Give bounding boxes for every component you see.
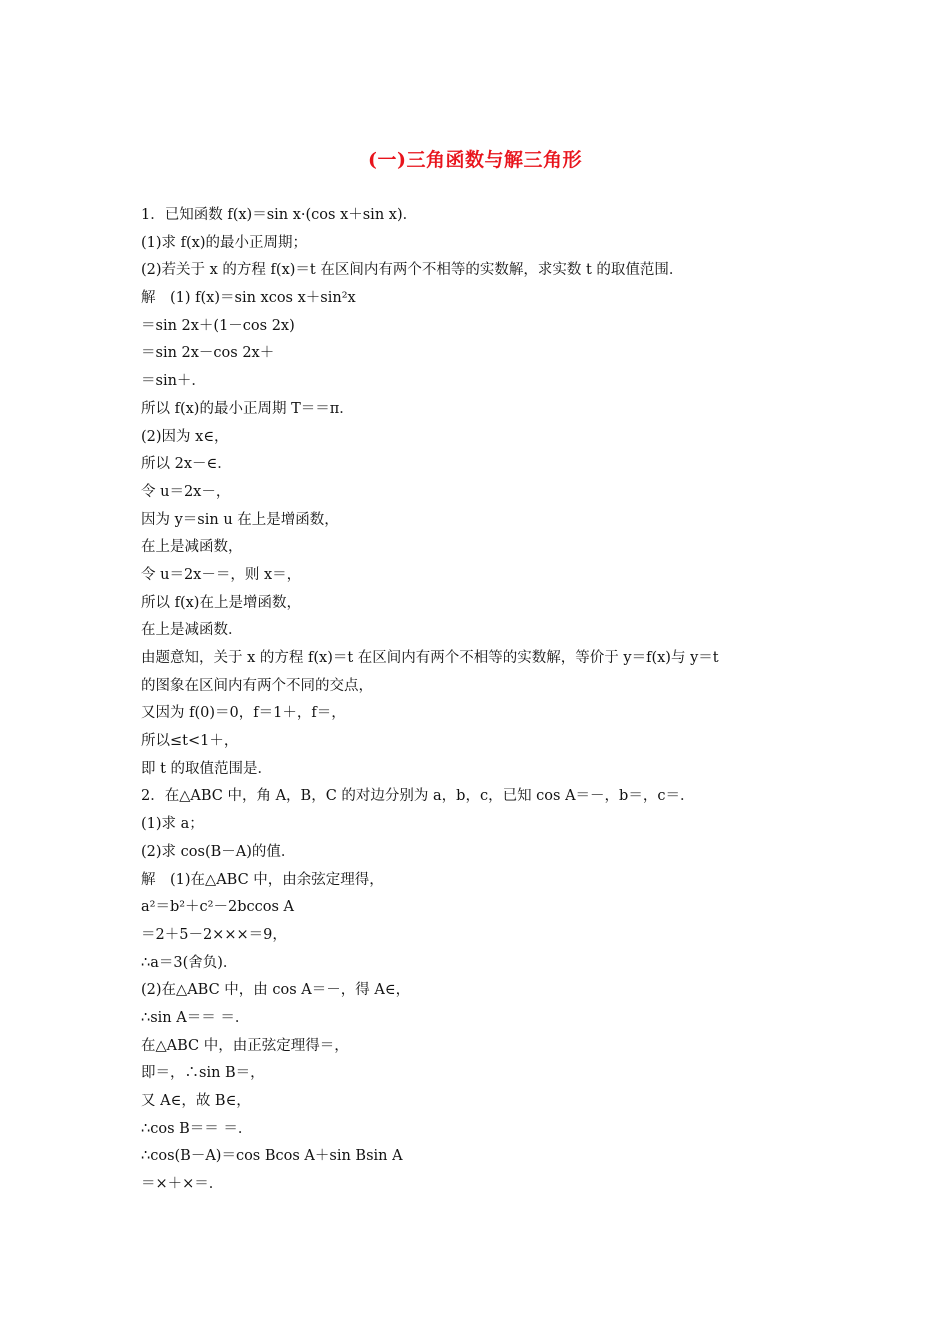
text-line: 即＝，∴sin B＝， [141,1065,265,1082]
text-line: 在△ABC 中，由正弦定理得＝， [141,1037,349,1054]
text-line: 所以 f(x)的最小正周期 T＝＝π． [141,400,354,417]
text-line: (2)若关于 x 的方程 f(x)＝t 在区间内有两个不相等的实数解，求实数 t 的取值范围． [141,262,684,279]
text-line: 解 (1)在△ABC 中，由余弦定理得， [141,871,384,888]
text-line: 因为 y＝sin u 在上是增函数， [141,511,339,528]
text-line: 又因为 f(0)＝0，f＝1＋，f＝， [141,705,346,722]
text-line: (1)求 a； [141,816,204,833]
text-line: ∴a＝3(舍负)． [141,954,238,971]
text-line: ＝sin 2x－cos 2x＋ [141,345,275,362]
text-line: 在上是减函数， [141,539,243,556]
text-line: ＝×＋×＝． [141,1176,224,1193]
text-line: 在上是减函数． [141,622,243,639]
text-line: ＝2＋5－2×××＝9， [141,926,287,943]
text-line: ＝sin 2x＋(1－cos 2x) [141,317,295,334]
text-line: a²＝b²＋c²－2bccos A [141,899,294,916]
text-line: 令 u＝2x－＝，则 x＝， [141,566,302,583]
text-line: 由题意知，关于 x 的方程 f(x)＝t 在区间内有两个不相等的实数解，等价于 y＝f(x)与 y＝t [141,650,719,666]
text-line: 又 A∈，故 B∈， [141,1093,251,1109]
text-line: (2)因为 x∈， [141,428,229,445]
text-line: 2．在△ABC 中，角 A，B，C 的对边分别为 a，b，c，已知 cos A＝－，b＝，c＝． [141,788,695,805]
text-line: 令 u＝2x－， [141,483,231,500]
text-line: ∴cos(B－A)＝cos Bcos A＋sin Bsin A [141,1148,403,1165]
text-line: ∴sin A＝＝ ＝． [141,1009,250,1026]
text-line: 所以≤t<1＋， [141,733,239,750]
text-line: 的图象在区间内有两个不同的交点， [141,677,373,694]
text-line: (2)在△ABC 中，由 cos A＝－，得 A∈， [141,982,411,999]
text-line: ∴cos B＝＝ ＝． [141,1120,253,1137]
text-line: (2)求 cos(B－A)的值． [141,843,296,860]
text-line: 所以 2x－∈． [141,456,232,473]
document-body [141,202,821,1199]
text-line: 所以 f(x)在上是增函数， [141,594,301,611]
text-line: 解 (1) f(x)＝sin xcos x＋sin²x [141,290,356,307]
text-line: 即 t 的取值范围是． [141,760,273,777]
text-line: (1)求 f(x)的最小正周期； [141,234,308,251]
text-line: ＝sin＋． [141,373,206,390]
page-title: (一)三角函数与解三角形 [368,149,582,171]
text-line: 1．已知函数 f(x)＝sin x·(cos x＋sin x)． [141,207,418,223]
